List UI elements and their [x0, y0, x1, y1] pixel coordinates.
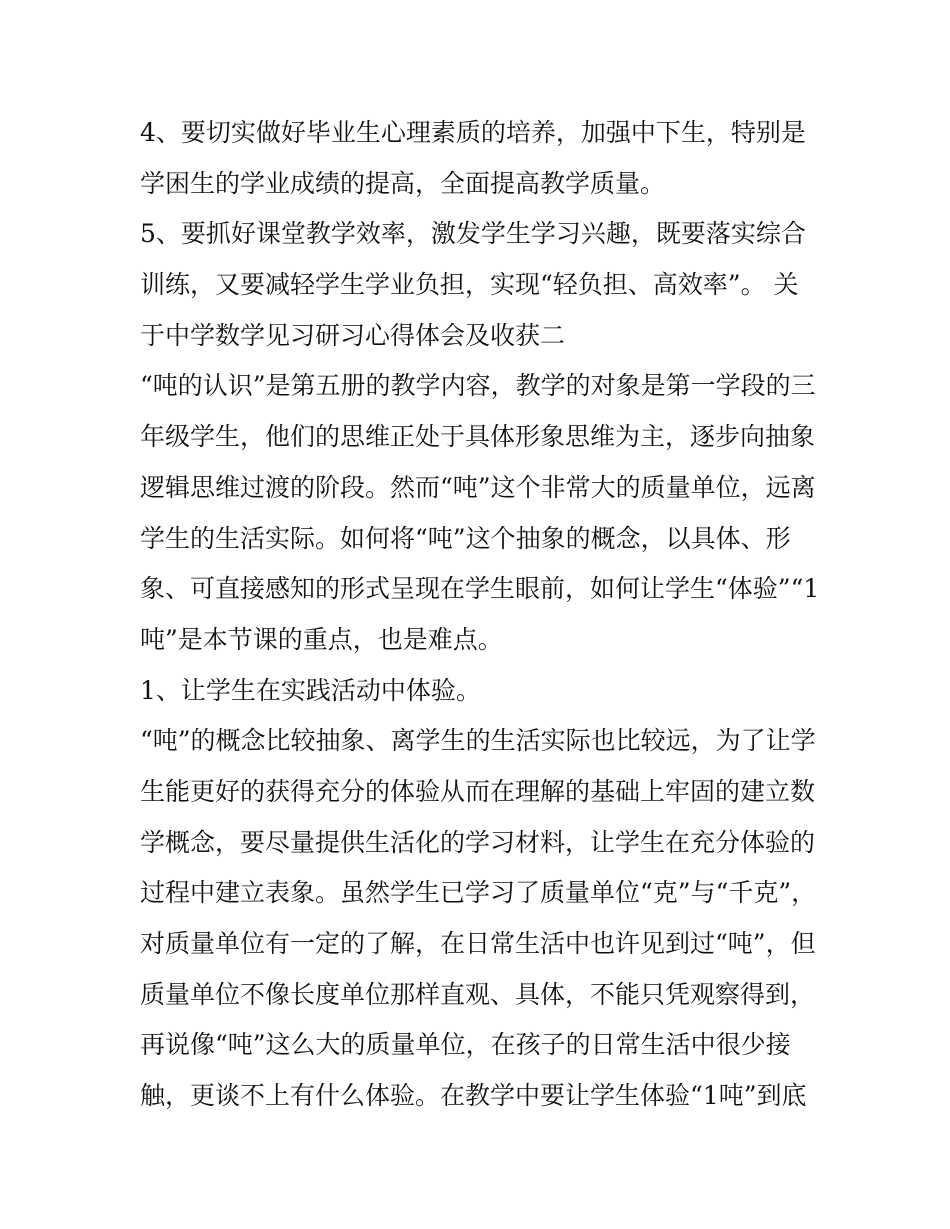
text-line: 质量单位不像长度单位那样直观、具体，不能只凭观察得到，	[140, 979, 816, 1009]
text-line: 对质量单位有一定的了解，在日常生活中也许见到过“吨”，但	[140, 929, 816, 958]
list-item-heading: 1、让学生在实践活动中体验。	[140, 675, 481, 705]
section-heading-line: 于中学数学见习研习心得体会及收获二	[140, 320, 566, 350]
text-line: 4、要切实做好毕业生心理素质的培养，加强中下生，特别是	[140, 118, 806, 147]
text-line: 再说像“吨”这么大的质量单位，在孩子的日常生活中很少接	[140, 1030, 791, 1060]
text-line: 学生的生活实际。如何将“吨”这个抽象的概念，以具体、形	[140, 523, 791, 553]
text-line: “吨”的概念比较抽象、离学生的生活实际也比较远，为了让学	[140, 726, 816, 756]
text-line: 学困生的学业成绩的提高，全面提高教学质量。	[140, 168, 666, 198]
text-line: 象、可直接感知的形式呈现在学生眼前，如何让学生“体验”“1	[140, 574, 820, 604]
text-line: 过程中建立表象。虽然学生已学习了质量单位“克”与“千克”，	[140, 878, 817, 908]
text-line: “吨的认识”是第五册的教学内容，教学的对象是第一学段的三	[140, 371, 816, 401]
text-line: 训练，又要减轻学生学业负担，实现“轻负担、高效率”。 关	[140, 270, 799, 300]
text-line: 学概念，要尽量提供生活化的学习材料，让学生在充分体验的	[140, 827, 816, 857]
text-line: 吨”是本节课的重点，也是难点。	[140, 624, 503, 654]
body-text	[140, 108, 830, 1122]
text-line: 逻辑思维过渡的阶段。然而“吨”这个非常大的质量单位，远离	[140, 472, 816, 502]
text-line: 5、要抓好课堂教学效率，激发学生学习兴趣，既要落实综合	[140, 219, 806, 249]
text-line: 生能更好的获得充分的体验从而在理解的基础上牢固的建立数	[140, 776, 816, 806]
text-line: 年级学生，他们的思维正处于具体形象思维为主，逐步向抽象	[140, 422, 816, 452]
text-line: 触，更谈不上有什么体验。在教学中要让学生体验“1吨”到底	[140, 1081, 807, 1111]
